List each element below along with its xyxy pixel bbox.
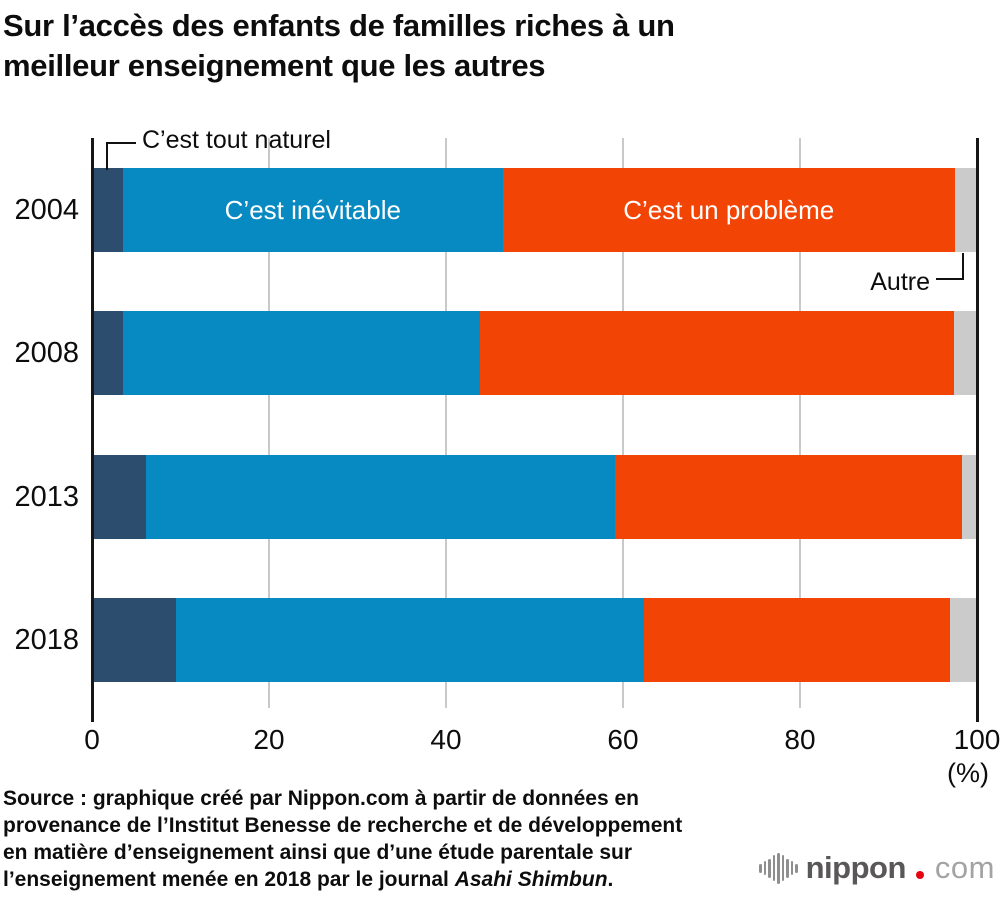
axis-unit-label: (%) xyxy=(947,758,989,788)
bar-segment-2004-3: C’est un problème xyxy=(503,168,955,252)
logo-text-com: com xyxy=(934,850,995,885)
bar-segment-2018-1 xyxy=(92,598,176,682)
bar-segment-2013-1 xyxy=(92,455,146,539)
x-tick-label-0: 0 xyxy=(84,724,100,755)
bar-segment-2008-1 xyxy=(92,311,123,395)
logo-bar-7 xyxy=(786,859,789,878)
bar-segment-2008-2 xyxy=(123,311,480,395)
callout-connector-natural xyxy=(106,142,136,170)
source-line-3: en matière d’enseignement ainsi que d’une étude parentale sur xyxy=(3,841,633,864)
bar-segment-2018-4 xyxy=(950,598,977,682)
x-tick-label-40: 40 xyxy=(430,724,462,755)
year-label-2008: 2008 xyxy=(14,336,79,369)
nippon-logo xyxy=(759,848,995,888)
bar-row-2013 xyxy=(92,455,977,539)
bar-segment-2004-4 xyxy=(955,168,977,252)
bar-segment-2004-2: C’est inévitable xyxy=(123,168,503,252)
bar-segment-2008-3 xyxy=(480,311,954,395)
logo-bar-8 xyxy=(791,861,794,875)
bar-segment-2008-4 xyxy=(954,311,977,395)
year-label-2004: 2004 xyxy=(14,193,79,226)
logo-text-nippon: nippon xyxy=(805,850,906,885)
logo-red-dot xyxy=(916,871,924,879)
bar-segment-2013-2 xyxy=(146,455,615,539)
callout-label-autre: Autre xyxy=(870,268,930,296)
logo-bar-5 xyxy=(777,853,780,884)
soundwave-bars-icon xyxy=(759,851,798,885)
chart-title-line1: Sur l’accès des enfants de familles riches à un xyxy=(3,8,675,43)
logo-bar-6 xyxy=(782,855,785,881)
source-line-4: l’enseignement menée en 2018 par le journal Asahi Shimbun. xyxy=(3,868,614,891)
callout-label-natural: C’est tout naturel xyxy=(142,126,331,154)
callout-connector-autre xyxy=(936,253,964,280)
x-tick-label-80: 80 xyxy=(784,724,816,755)
source-line-2: provenance de l’Institut Benesse de recherche et de développement xyxy=(3,814,683,837)
source-note xyxy=(3,785,783,893)
x-tick-label-60: 60 xyxy=(607,724,639,755)
bar-row-2018 xyxy=(92,598,977,682)
bar-segment-2018-3 xyxy=(644,598,949,682)
logo-bar-3 xyxy=(768,859,771,878)
x-tick-label-20: 20 xyxy=(253,724,285,755)
logo-bar-4 xyxy=(773,855,776,881)
axis-line-100 xyxy=(976,138,979,722)
logo-bar-9 xyxy=(795,864,798,873)
axis-line-0 xyxy=(91,138,94,722)
bar-segment-2018-2 xyxy=(176,598,644,682)
logo-bar-2 xyxy=(764,861,767,875)
chart-title-line2: meilleur enseignement que les autres xyxy=(3,48,546,83)
bar-row-2008 xyxy=(92,311,977,395)
logo-bar-1 xyxy=(759,864,762,873)
x-tick-label-100: 100 xyxy=(953,724,1000,755)
bar-row-2004 xyxy=(92,168,977,252)
bar-segment-2004-1 xyxy=(92,168,123,252)
year-label-2013: 2013 xyxy=(14,480,79,513)
bar-segment-2013-3 xyxy=(615,455,962,539)
source-line-1: Source : graphique créé par Nippon.com à partir de données en xyxy=(3,787,639,810)
year-label-2018: 2018 xyxy=(14,623,79,656)
